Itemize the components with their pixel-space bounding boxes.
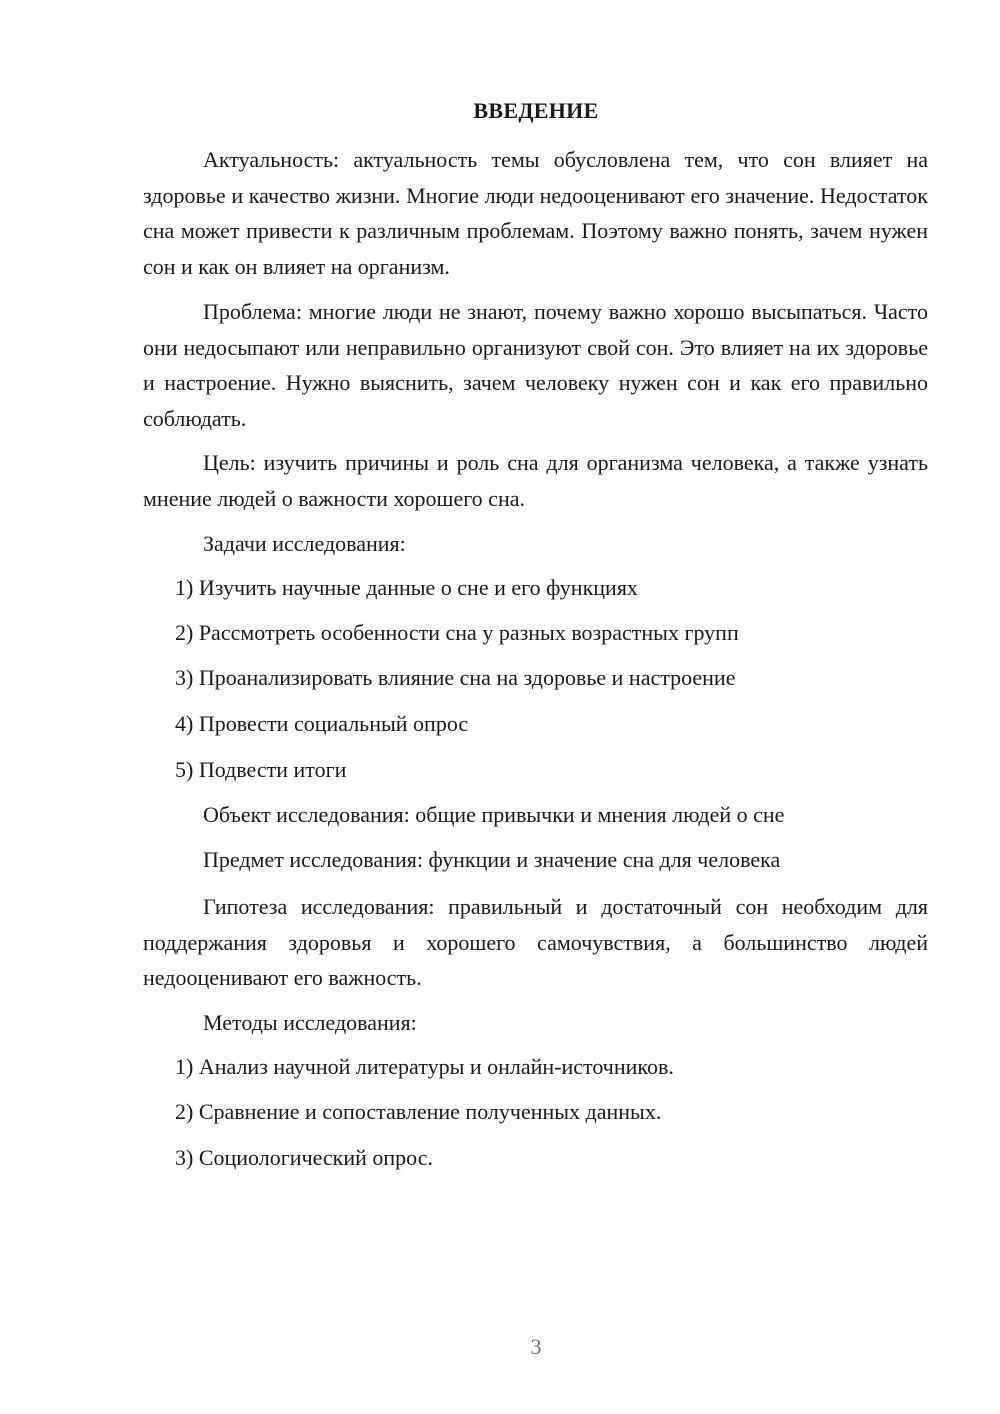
task-item: 1) Изучить научные данные о сне и его функциях (175, 575, 638, 600)
method-item: 1) Анализ научной литературы и онлайн-источников. (175, 1054, 674, 1079)
methods-heading: Методы исследования: (203, 1010, 417, 1035)
goal-paragraph: Цель: изучить причины и роль сна для организма человека, а также узнать мнение людей о важности хорошего сна. (143, 450, 928, 511)
relevance-paragraph: Актуальность: актуальность темы обусловлена тем, что сон влияет на здоровье и качество жизни. Многие люди недооценивают его значение. Недостаток сна может привести к различным проблемам. Поэтому важно понять, зачем нужен сон и как он влияет на организм. (143, 147, 928, 279)
page-title: ВВЕДЕНИЕ (473, 98, 599, 123)
tasks-heading: Задачи исследования: (203, 531, 406, 556)
hypothesis-paragraph: Гипотеза исследования: правильный и достаточный сон необходим для поддержания здоровья и хорошего самочувствия, а большинство людей недооценивают его важность. (143, 894, 928, 990)
task-item: 3) Проанализировать влияние сна на здоровье и настроение (175, 665, 736, 690)
task-item: 5) Подвести итоги (175, 757, 347, 782)
method-item: 2) Сравнение и сопоставление полученных данных. (175, 1099, 662, 1124)
object-line: Объект исследования: общие привычки и мнения людей о сне (203, 802, 785, 827)
problem-paragraph: Проблема: многие люди не знают, почему важно хорошо высыпаться. Часто они недосыпают или неправильно организуют свой сон. Это влияет на их здоровье и настроение. Нужно выяснить, зачем человеку нужен сон и как его правильно соблюдать. (143, 299, 928, 431)
subject-line: Предмет исследования: функции и значение сна для человека (203, 847, 781, 872)
method-item: 3) Социологический опрос. (175, 1145, 433, 1170)
task-item: 4) Провести социальный опрос (175, 711, 469, 736)
page-number: 3 (530, 1334, 542, 1359)
task-item: 2) Рассмотреть особенности сна у разных возрастных групп (175, 620, 739, 645)
